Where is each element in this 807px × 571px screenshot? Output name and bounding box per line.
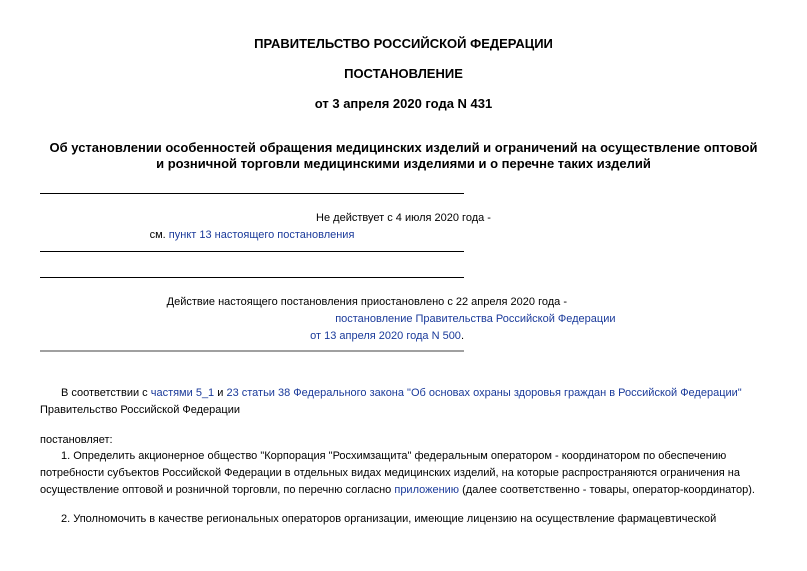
item1-line1: 1. Определить акционерное общество "Корпорация "Росхимзащита" федеральным оператором - координатором по обеспечению [61, 450, 727, 462]
document-type: ПОСТАНОВЛЕНИЕ [344, 66, 463, 81]
document-date-number: от 3 апреля 2020 года N 431 [314, 96, 493, 111]
divider [40, 193, 464, 194]
notice-suspended-link-line2: от 13 апреля 2020 года N 500. [310, 330, 464, 342]
decree-500-link[interactable]: постановление Правительства Российской Федерации [335, 313, 616, 325]
item1-paragraph: 1. Определить акционерное общество "Корпорация "Росхимзащита" федеральным оператором - координатором по обеспечению потребности субъектов Российской Федерации в отдельных видах медицинских изделий, на которые распространяются ограничения на осуществление оптовой и розничной торговли, по перечню согласно приложению (далее соответственно - товары, оператор-координатор). [40, 448, 767, 499]
divider [40, 251, 464, 252]
notice-invalid-line2: см. пункт 13 настоящего постановления [149, 229, 355, 241]
decree-500-date-link[interactable]: от 13 апреля 2020 года N 500 [310, 330, 461, 342]
decree-word: постановляет: [40, 434, 113, 446]
document-title-line2: и розничной торговли медицинскими изделиями и о перечне таких изделий [156, 156, 651, 171]
article-38-link[interactable]: 23 статьи 38 Федерального закона "Об основах охраны здоровья граждан в Российской Федерации" [226, 387, 742, 399]
appendix-link[interactable]: приложению [394, 484, 460, 496]
parts-5-1-link[interactable]: частями 5_1 [150, 387, 215, 399]
notice-suspended-line1: Действие настоящего постановления приостановлено с 22 апреля 2020 года - [166, 296, 567, 308]
intro-paragraph: В соответствии с частями 5_1 и 23 статьи 38 Федерального закона "Об основах охраны здоровья граждан в Российской Федерации" Правительство Российской Федерации [40, 385, 767, 419]
divider [40, 277, 464, 278]
intro-line2: Правительство Российской Федерации [40, 404, 240, 416]
government-heading: ПРАВИТЕЛЬСТВО РОССИЙСКОЙ ФЕДЕРАЦИИ [254, 36, 553, 51]
notice-invalid-line1: Не действует с 4 июля 2020 года - [316, 212, 491, 224]
item2-paragraph [40, 511, 767, 528]
divider [40, 350, 464, 352]
document-title-line1: Об установлении особенностей обращения медицинских изделий и ограничений на осуществление оптовой [49, 140, 758, 155]
item1-line2: потребности субъектов Российской Федерации в отдельных видах медицинских изделий, на которые распространяются ограничения на [40, 467, 740, 479]
notice-suspended-link-line1 [40, 313, 767, 325]
item2-line1: 2. Уполномочить в качестве региональных операторов организации, имеющие лицензию на осуществление фармацевтической [61, 513, 717, 525]
clause13-link[interactable]: пункт 13 настоящего постановления [168, 229, 355, 241]
